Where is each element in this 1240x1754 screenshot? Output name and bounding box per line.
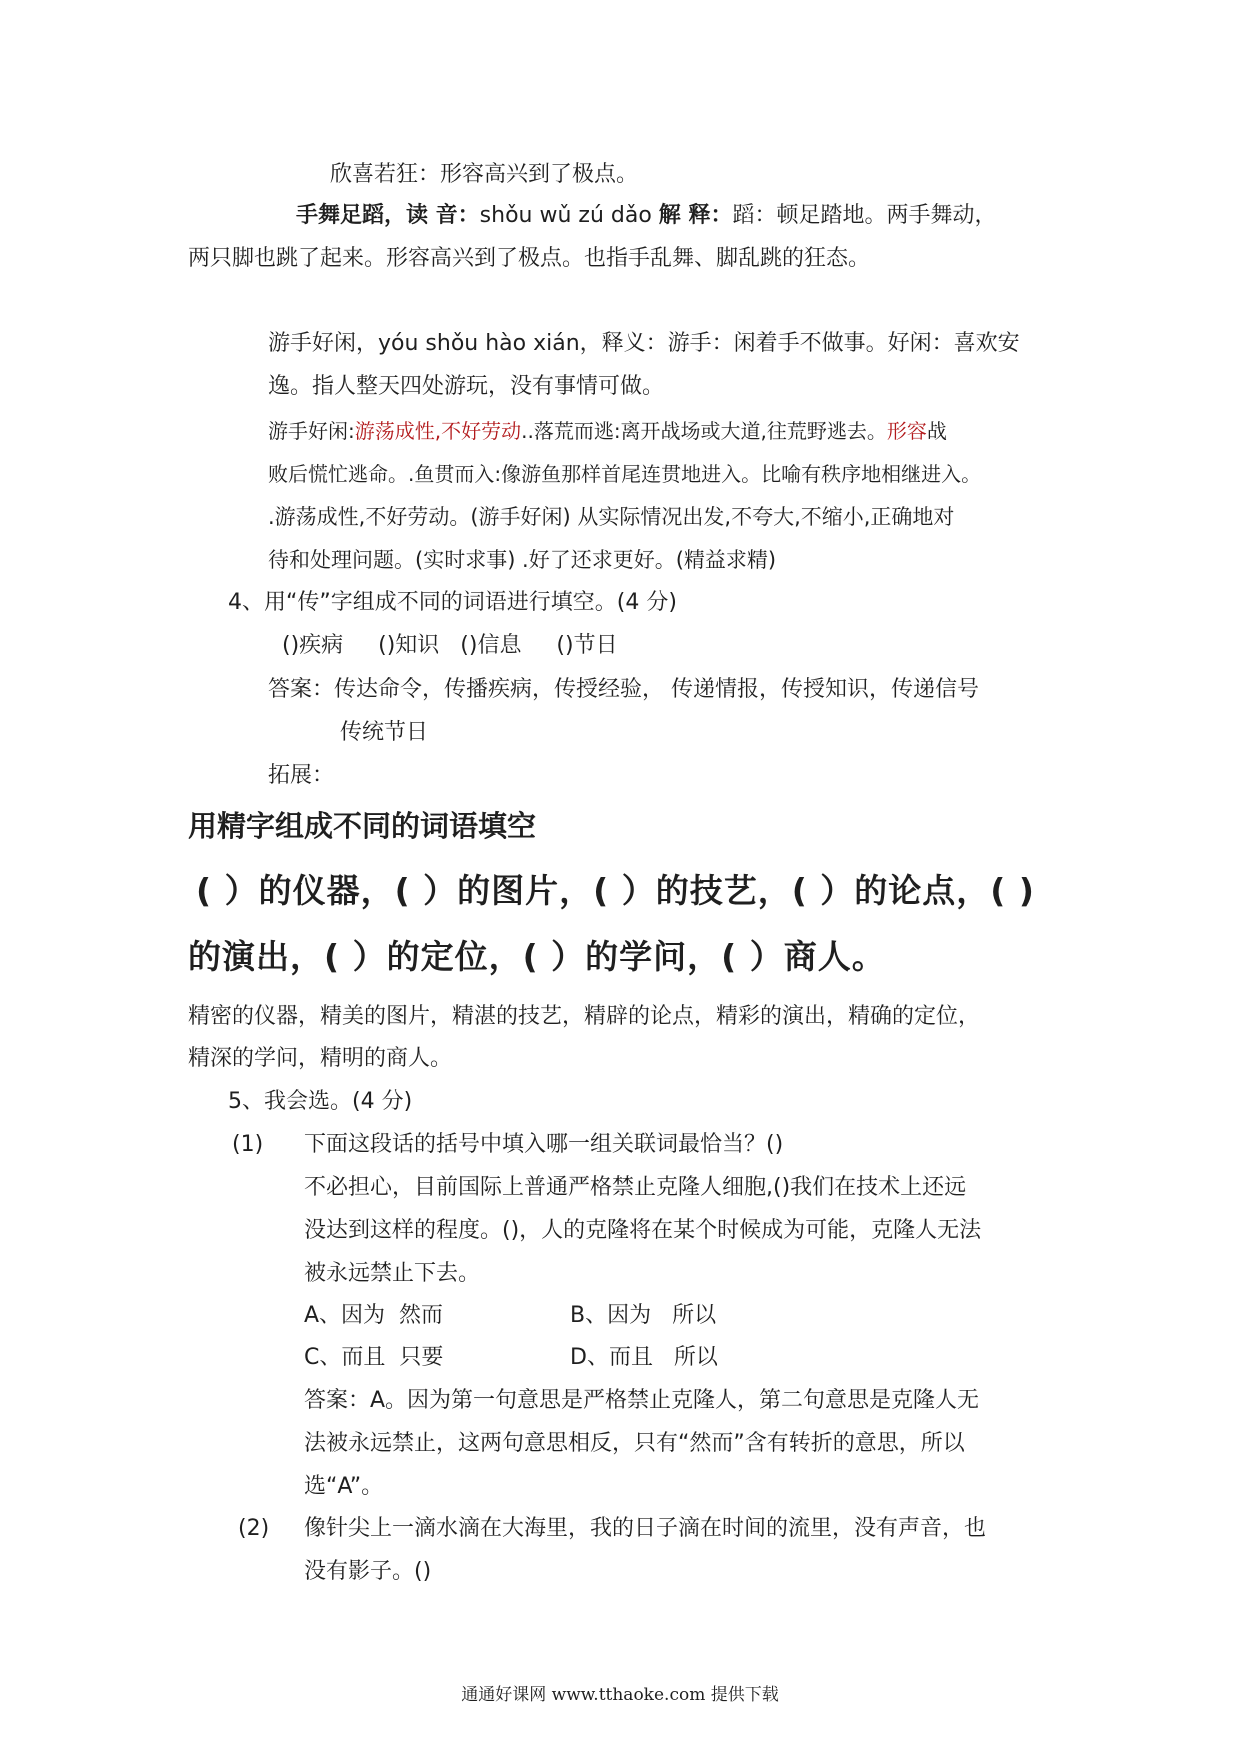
question-5-answer: 选“A”。 <box>304 1474 384 1499</box>
sub-question-number: (1) <box>232 1132 264 1157</box>
explain-text: 蹈：顿足踏地。两手舞动， <box>732 203 997 228</box>
option-b: B、因为 所以 <box>570 1303 717 1328</box>
question-5-title: 5、我会选。(4 分) <box>228 1089 413 1114</box>
question-5-answer: 答案：A。因为第一句意思是严格禁止克隆人，第二句意思是克隆人无 <box>304 1388 980 1413</box>
paragraph-line: 逸。指人整天四处游玩，没有事情可做。 <box>268 374 665 399</box>
explain-label: 解 释： <box>658 203 733 228</box>
passage-line: 像针尖上一滴水滴在大海里，我的日子滴在时间的流里，没有声音，也 <box>304 1516 987 1541</box>
sub-question-number: (2) <box>238 1516 270 1541</box>
passage-line: 没达到这样的程度。()，人的克隆将在某个时候成为可能，克隆人无法 <box>304 1218 982 1243</box>
option-a: A、因为 然而 <box>304 1303 444 1328</box>
idiom-xinxiruokuang: 欣喜若狂：形容高兴到了极点。 <box>330 162 639 187</box>
pinyin-text: shǒu wǔ zú dǎo <box>479 203 659 228</box>
jing-fill-row: 的演出，( ）的定位，( ）的学问，( ）商人。 <box>188 937 886 976</box>
passage-line: 没有影子。() <box>304 1559 432 1584</box>
idiom-title-label: 手舞足蹈，读 音： <box>296 203 480 228</box>
jing-answer: 精深的学问，精明的商人。 <box>188 1046 453 1071</box>
question-4-title: 4、用“传”字组成不同的词语进行填空。(4 分) <box>228 590 677 615</box>
question-4-answer: 答案：传达命令，传播疾病，传授经验， 传递情报，传授知识，传递信号 <box>268 677 979 702</box>
jing-heading: 用精字组成不同的词语填空 <box>188 809 537 843</box>
idiom-youshouhaoxian: 游手好闲，yóu shǒu hào xián，释义：游手：闲着手不做事。好闲：喜欢安 <box>268 331 1020 356</box>
idiom-notes-line <box>268 416 947 446</box>
idiom-notes-line: 败后慌忙逃命。.鱼贯而入:像游鱼那样首尾连贯地进入。比喻有秩序地相继进入。 <box>268 462 982 486</box>
note-text: 战 <box>926 419 947 443</box>
highlighted-text: 形容 <box>886 419 927 443</box>
question-5-answer: 法被永远禁止，这两句意思相反，只有“然而”含有转折的意思，所以 <box>304 1431 965 1456</box>
jing-answer: 精密的仪器，精美的图片，精湛的技艺，精辟的论点，精彩的演出，精确的定位， <box>188 1004 981 1029</box>
idiom-notes-line: 待和处理问题。(实时求事) .好了还求更好。(精益求精) <box>268 548 777 572</box>
note-text: ..落荒而逃:离开战场或大道,往荒野逃去。 <box>521 419 887 443</box>
option-c: C、而且 只要 <box>304 1345 444 1370</box>
passage-line: 不必担心，目前国际上普通严格禁止克隆人细胞,()我们在技术上还远 <box>304 1175 967 1200</box>
jing-fill-row: ( ）的仪器，( ）的图片，( ）的技艺，( ）的论点，( ) <box>196 871 1035 910</box>
idiom-notes-line: .游荡成性,不好劳动。(游手好闲) 从实际情况出发,不夸大,不缩小,正确地对 <box>268 505 955 529</box>
question-4-blanks: ()疾病 ()知识 ()信息 ()节日 <box>282 633 618 658</box>
highlighted-text: 游荡成性,不好劳动 <box>354 419 522 443</box>
note-label: 游手好闲: <box>268 419 355 443</box>
passage-line: 被永远禁止下去。 <box>304 1261 481 1286</box>
question-4-answer-cont: 传统节日 <box>340 720 429 745</box>
extend-label: 拓展： <box>268 763 335 788</box>
page-footer: 通通好课网 www.tthaoke.com 提供下载 <box>461 1685 779 1705</box>
idiom-shouwuzudao <box>296 201 996 231</box>
paragraph-line: 两只脚也跳了起来。形容高兴到了极点。也指手乱舞、脚乱跳的狂态。 <box>188 246 871 271</box>
sub-question-text: 下面这段话的括号中填入哪一组关联词最恰当？() <box>304 1132 784 1157</box>
option-d: D、而且 所以 <box>570 1345 718 1370</box>
